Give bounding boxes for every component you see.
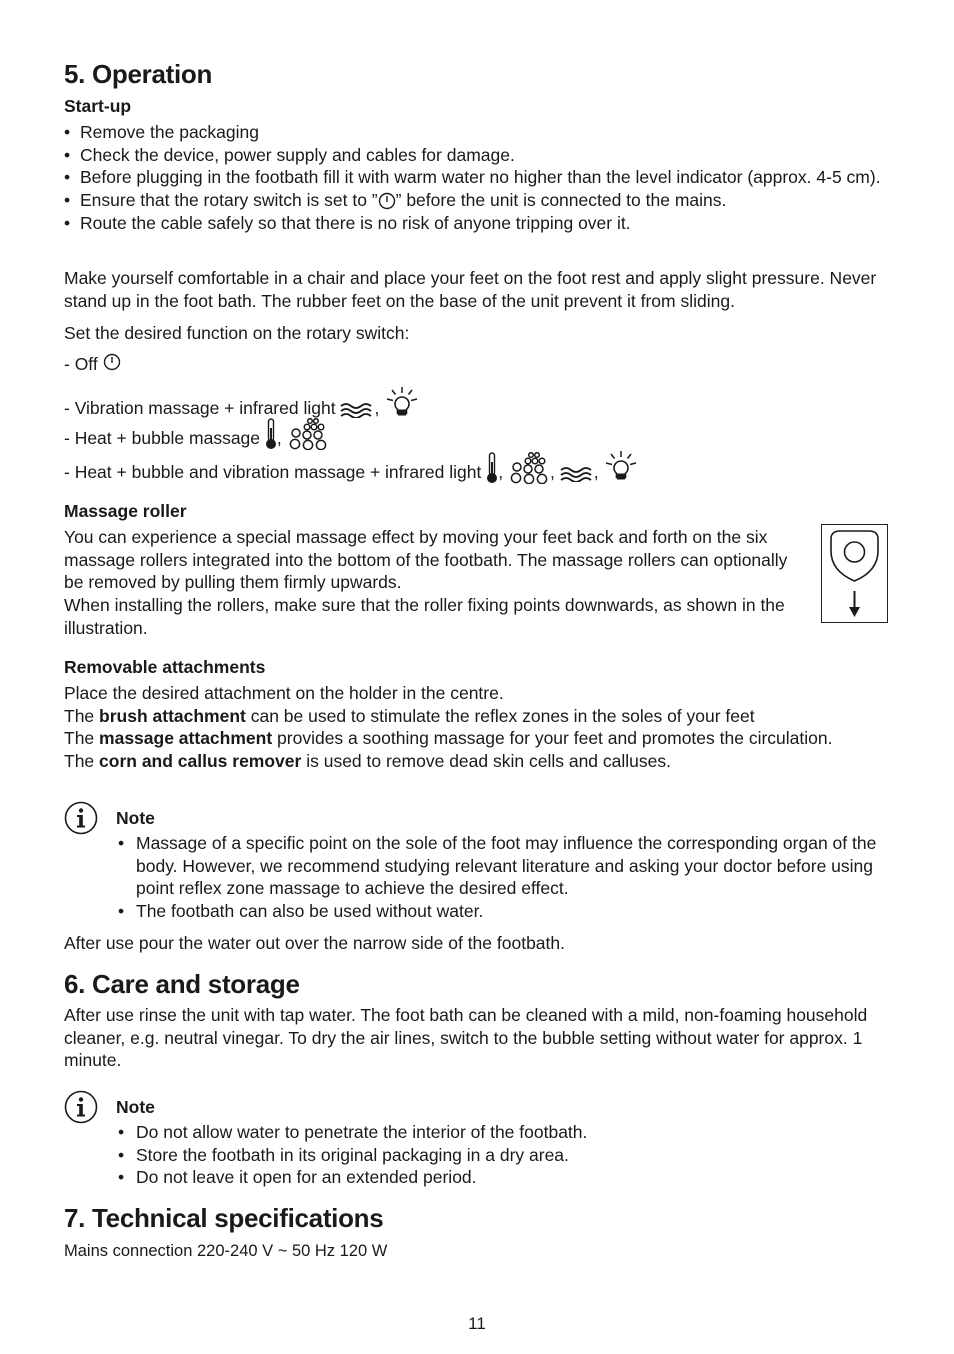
- infrared-light-bulb-icon: [603, 450, 639, 484]
- function-off-label: - Off: [64, 354, 98, 374]
- list-item: • Check the device, power supply and cables for damage.: [64, 144, 890, 167]
- mains-connection-text: Mains connection 220-240 V ~ 50 Hz 120 W: [64, 1242, 388, 1260]
- corn-bold: corn and callus remover: [99, 751, 302, 772]
- note-title: Note: [116, 1097, 155, 1117]
- brush-post: can be used to stimulate the reflex zones in the soles of your feet: [245, 705, 755, 726]
- set-function-text: Set the desired function on the rotary switch:: [64, 323, 410, 343]
- vibration-waves-icon: [560, 466, 594, 482]
- rotary-pre: Ensure that the rotary switch is set to ”: [80, 190, 378, 211]
- massage-pre: The: [64, 728, 100, 749]
- attachments-intro: Place the desired attachment on the holder in the centre.: [64, 683, 504, 703]
- page-number: 11: [468, 1314, 486, 1333]
- corn-post: is used to remove dead skin cells and calluses.: [301, 751, 671, 772]
- function-off: [64, 353, 890, 376]
- attachments-text: [64, 682, 890, 773]
- power-off-icon: [378, 192, 396, 210]
- info-icon: [64, 1090, 98, 1124]
- section-title-care: 6. Care and storage: [64, 969, 300, 999]
- massage-roller-para2: When installing the rollers, make sure that the roller fixing points downwards, as shown in the illustration.: [64, 595, 785, 638]
- list-item: • Before plugging in the footbath fill it with warm water no higher than the level indicator (approx. 4-5 cm).: [64, 166, 890, 189]
- corn-pre: The: [64, 751, 100, 772]
- list-item: • Massage of a specific point on the sole of the foot may influence the corresponding organ of the body. However, we recommend studying relevant literature and asking your doctor before using point reflex zone massage to achieve the desired effect.: [118, 832, 890, 900]
- brush-bold: brush attachment: [99, 705, 246, 726]
- massage-roller-text: [64, 526, 810, 640]
- corn-line: [64, 750, 890, 773]
- massage-bold: massage attachment: [99, 728, 273, 749]
- note-header-care: [64, 1090, 890, 1124]
- infrared-light-bulb-icon: [384, 386, 420, 420]
- attachments-heading: Removable attachments: [64, 657, 266, 677]
- section-title-tech: 7. Technical specifications: [64, 1203, 384, 1233]
- note-header-operation: [64, 801, 890, 835]
- brush-pre: The: [64, 705, 100, 726]
- info-icon: [64, 801, 98, 835]
- note-title: Note: [116, 808, 155, 828]
- roller-illustration: [821, 524, 888, 623]
- rotary-post: ” before the unit is connected to the mains.: [395, 190, 727, 211]
- list-item: • Do not leave it open for an extended period.: [118, 1166, 890, 1189]
- startup-list: [64, 121, 890, 235]
- bubbles-icon: [508, 452, 550, 484]
- brush-line: [64, 705, 890, 728]
- thermometer-icon: [486, 452, 498, 484]
- list-item-rotary: [64, 189, 890, 212]
- list-item: • Do not allow water to penetrate the interior of the footbath.: [118, 1121, 890, 1144]
- bubbles-icon: [287, 418, 329, 450]
- thermometer-icon: [265, 418, 277, 450]
- comfort-paragraph: Make yourself comfortable in a chair and place your feet on the foot rest and apply slight pressure. Never stand up in the foot bath. The rubber feet on the base of the unit prevent it from sliding.: [64, 268, 877, 311]
- roller-icon: [822, 525, 887, 622]
- power-off-icon: [103, 353, 121, 371]
- after-use-text: After use pour the water out over the narrow side of the footbath.: [64, 933, 565, 953]
- list-item: • Route the cable safely so that there is no risk of anyone tripping over it.: [64, 212, 890, 235]
- massage-roller-para1: You can experience a special massage effect by moving your feet back and forth on the six massage rollers integrated into the bottom of the footbath. The massage rollers can optionally be removed by pulling them firmly upwards.: [64, 527, 788, 593]
- note-list-care: [118, 1121, 890, 1189]
- list-item: • Store the footbath in its original packaging in a dry area.: [118, 1144, 890, 1167]
- section-title-operation: 5. Operation: [64, 59, 213, 89]
- list-item: • Remove the packaging: [64, 121, 890, 144]
- vibration-waves-icon: [340, 402, 374, 418]
- startup-heading: Start-up: [64, 96, 132, 116]
- massage-roller-heading: Massage roller: [64, 501, 187, 521]
- function-heat-bubble-label: - Heat + bubble massage: [64, 428, 261, 448]
- note-list-operation: [118, 832, 890, 923]
- massage-post: provides a soothing massage for your feet and promotes the circulation.: [272, 728, 833, 749]
- function-vibration: - Vibration massage + infrared light ,: [64, 386, 890, 420]
- function-vibration-label: - Vibration massage + infrared light: [64, 398, 336, 418]
- function-heat-bubble: - Heat + bubble massage ,: [64, 418, 890, 450]
- care-paragraph: After use rinse the unit with tap water. The foot bath can be cleaned with a mild, non-foaming household cleaner, e.g. neutral vinegar. To dry the air lines, switch to the bubble setting without water for approx. 1 minute.: [64, 1005, 868, 1071]
- function-all-label: - Heat + bubble and vibration massage + infrared light: [64, 462, 482, 482]
- massage-line: [64, 727, 890, 750]
- list-item: • The footbath can also be used without water.: [118, 900, 890, 923]
- function-all: - Heat + bubble and vibration massage + infrared light , , ,: [64, 450, 890, 484]
